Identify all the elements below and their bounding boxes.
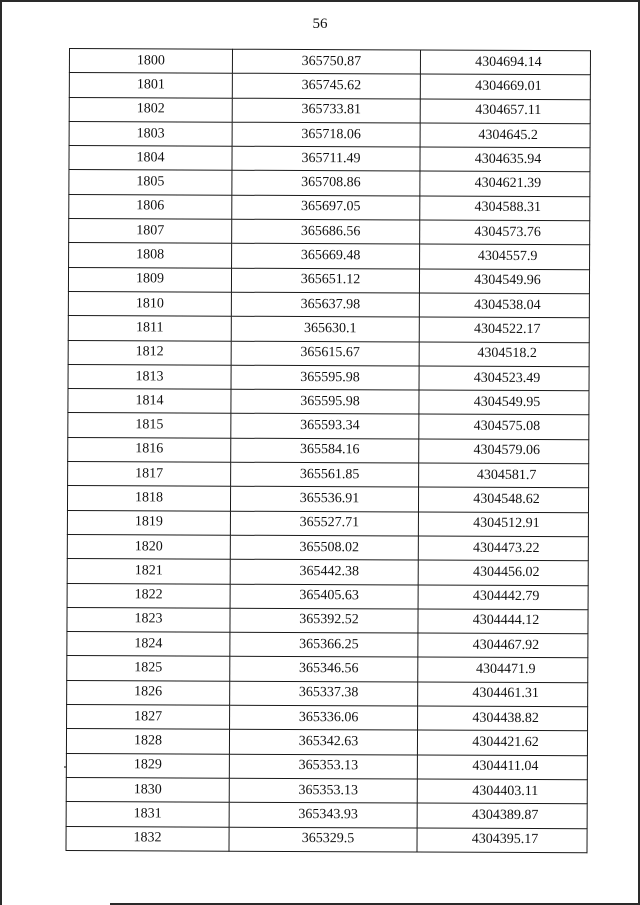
- x-coordinate-cell: 365508.02: [230, 535, 418, 560]
- point-number-cell: 1828: [66, 729, 229, 754]
- point-number-cell: 1812: [68, 340, 231, 365]
- coordinates-table-body: [66, 49, 590, 853]
- x-coordinate-cell: 365392.52: [230, 608, 418, 633]
- x-coordinate-cell: 365337.38: [230, 681, 418, 706]
- y-coordinate-cell: 4304557.9: [420, 244, 590, 269]
- x-coordinate-cell: 365651.12: [231, 268, 419, 293]
- point-number-cell: 1815: [68, 413, 231, 438]
- y-coordinate-cell: 4304518.2: [419, 342, 589, 367]
- x-coordinate-cell: 365329.5: [229, 827, 417, 852]
- x-coordinate-cell: 365708.86: [232, 171, 420, 196]
- table-row: [68, 316, 589, 343]
- table-row: [68, 364, 589, 391]
- point-number-cell: 1814: [68, 389, 231, 414]
- point-number-cell: 1809: [68, 267, 231, 292]
- x-coordinate-cell: 365733.81: [232, 98, 420, 123]
- y-coordinate-cell: 4304411.04: [417, 755, 587, 780]
- table-row: [68, 389, 589, 416]
- y-coordinate-cell: 4304635.94: [420, 147, 590, 172]
- y-coordinate-cell: 4304522.17: [419, 317, 589, 342]
- table-row: [66, 729, 587, 756]
- y-coordinate-cell: 4304461.31: [418, 682, 588, 707]
- table-row: [67, 632, 588, 659]
- point-number-cell: 1813: [68, 364, 231, 389]
- x-coordinate-cell: 365527.71: [230, 511, 418, 536]
- y-coordinate-cell: 4304456.02: [418, 560, 588, 585]
- y-coordinate-cell: 4304471.9: [418, 657, 588, 682]
- y-coordinate-cell: 4304442.79: [418, 585, 588, 610]
- y-coordinate-cell: 4304549.95: [419, 390, 589, 415]
- y-coordinate-cell: 4304512.91: [418, 512, 588, 537]
- point-number-cell: 1821: [67, 559, 230, 584]
- y-coordinate-cell: 4304657.11: [420, 99, 590, 124]
- x-coordinate-cell: 365536.91: [230, 487, 418, 512]
- point-number-cell: 1804: [69, 146, 232, 171]
- y-coordinate-cell: 4304467.92: [418, 633, 588, 658]
- table-row: [68, 437, 589, 464]
- table-row: [67, 680, 588, 707]
- point-number-cell: 1801: [69, 73, 232, 98]
- y-coordinate-cell: 4304575.08: [419, 414, 589, 439]
- y-coordinate-cell: 4304621.39: [420, 172, 590, 197]
- table-row: [68, 267, 589, 294]
- table-row: [66, 753, 587, 780]
- scan-speck: [64, 766, 66, 768]
- point-number-cell: 1824: [67, 632, 230, 657]
- table-row: [68, 462, 589, 489]
- table-row: [69, 121, 590, 148]
- table-row: [67, 607, 588, 634]
- x-coordinate-cell: 365561.85: [231, 462, 419, 487]
- point-number-cell: 1817: [68, 462, 231, 487]
- x-coordinate-cell: 365718.06: [232, 122, 420, 147]
- y-coordinate-cell: 4304579.06: [419, 439, 589, 464]
- y-coordinate-cell: 4304581.7: [419, 463, 589, 488]
- point-number-cell: 1822: [67, 583, 230, 608]
- point-number-cell: 1803: [69, 121, 232, 146]
- table-row: [69, 146, 590, 173]
- table-row: [67, 510, 588, 537]
- x-coordinate-cell: 365711.49: [232, 146, 420, 171]
- table-row: [67, 656, 588, 683]
- x-coordinate-cell: 365615.67: [231, 341, 419, 366]
- x-coordinate-cell: 365336.06: [230, 705, 418, 730]
- point-number-cell: 1807: [69, 219, 232, 244]
- x-coordinate-cell: 365405.63: [230, 584, 418, 609]
- x-coordinate-cell: 365353.13: [229, 778, 417, 803]
- table-row: [66, 802, 587, 829]
- point-number-cell: 1811: [68, 316, 231, 341]
- y-coordinate-cell: 4304444.12: [418, 609, 588, 634]
- table-row: [67, 583, 588, 610]
- table-row: [66, 777, 587, 804]
- x-coordinate-cell: 365346.56: [230, 657, 418, 682]
- y-coordinate-cell: 4304421.62: [417, 730, 587, 755]
- x-coordinate-cell: 365750.87: [232, 49, 420, 74]
- y-coordinate-cell: 4304588.31: [420, 196, 590, 221]
- y-coordinate-cell: 4304523.49: [419, 366, 589, 391]
- y-coordinate-cell: 4304694.14: [420, 50, 590, 75]
- x-coordinate-cell: 365697.05: [232, 195, 420, 220]
- y-coordinate-cell: 4304403.11: [417, 779, 587, 804]
- point-number-cell: 1800: [69, 49, 232, 74]
- table-row: [67, 534, 588, 561]
- page-border-left: [0, 0, 2, 905]
- page-border-top: [0, 0, 640, 2]
- y-coordinate-cell: 4304538.04: [419, 293, 589, 318]
- point-number-cell: 1832: [66, 826, 229, 851]
- table-row: [69, 170, 590, 197]
- x-coordinate-cell: 365366.25: [230, 632, 418, 657]
- point-number-cell: 1823: [67, 607, 230, 632]
- table-row: [69, 97, 590, 124]
- table-row: [69, 243, 590, 270]
- point-number-cell: 1826: [67, 680, 230, 705]
- table-row: [68, 291, 589, 318]
- point-number-cell: 1806: [69, 194, 232, 219]
- x-coordinate-cell: 365353.13: [229, 754, 417, 779]
- y-coordinate-cell: 4304395.17: [417, 828, 587, 853]
- point-number-cell: 1825: [67, 656, 230, 681]
- y-coordinate-cell: 4304573.76: [420, 220, 590, 245]
- x-coordinate-cell: 365595.98: [231, 389, 419, 414]
- point-number-cell: 1802: [69, 97, 232, 122]
- x-coordinate-cell: 365745.62: [232, 74, 420, 99]
- page-number: 56: [312, 16, 328, 32]
- table-row: [69, 49, 590, 76]
- point-number-cell: 1819: [67, 510, 230, 535]
- point-number-cell: 1831: [66, 802, 229, 827]
- table-row: [68, 340, 589, 367]
- point-number-cell: 1820: [67, 534, 230, 559]
- coordinates-table: [65, 48, 590, 853]
- table-row: [69, 73, 590, 100]
- point-number-cell: 1810: [68, 291, 231, 316]
- x-coordinate-cell: 365593.34: [231, 414, 419, 439]
- table-row: [67, 559, 588, 586]
- point-number-cell: 1827: [67, 705, 230, 730]
- y-coordinate-cell: 4304645.2: [420, 123, 590, 148]
- y-coordinate-cell: 4304473.22: [418, 536, 588, 561]
- x-coordinate-cell: 365637.98: [231, 292, 419, 317]
- y-coordinate-cell: 4304389.87: [417, 803, 587, 828]
- coordinates-table-wrapper: [65, 48, 590, 853]
- point-number-cell: 1816: [68, 437, 231, 462]
- point-number-cell: 1830: [66, 777, 229, 802]
- y-coordinate-cell: 4304549.96: [419, 269, 589, 294]
- x-coordinate-cell: 365442.38: [230, 559, 418, 584]
- x-coordinate-cell: 365630.1: [231, 316, 419, 341]
- x-coordinate-cell: 365584.16: [231, 438, 419, 463]
- x-coordinate-cell: 365595.98: [231, 365, 419, 390]
- x-coordinate-cell: 365342.63: [229, 730, 417, 755]
- point-number-cell: 1808: [69, 243, 232, 268]
- point-number-cell: 1818: [67, 486, 230, 511]
- table-row: [66, 826, 587, 853]
- table-row: [68, 413, 589, 440]
- table-row: [67, 486, 588, 513]
- point-number-cell: 1805: [69, 170, 232, 195]
- x-coordinate-cell: 365669.48: [232, 244, 420, 269]
- point-number-cell: 1829: [66, 753, 229, 778]
- x-coordinate-cell: 365686.56: [232, 219, 420, 244]
- y-coordinate-cell: 4304438.82: [418, 706, 588, 731]
- y-coordinate-cell: 4304669.01: [420, 74, 590, 99]
- table-row: [69, 219, 590, 246]
- table-row: [67, 705, 588, 732]
- y-coordinate-cell: 4304548.62: [418, 487, 588, 512]
- table-row: [69, 194, 590, 221]
- x-coordinate-cell: 365343.93: [229, 802, 417, 827]
